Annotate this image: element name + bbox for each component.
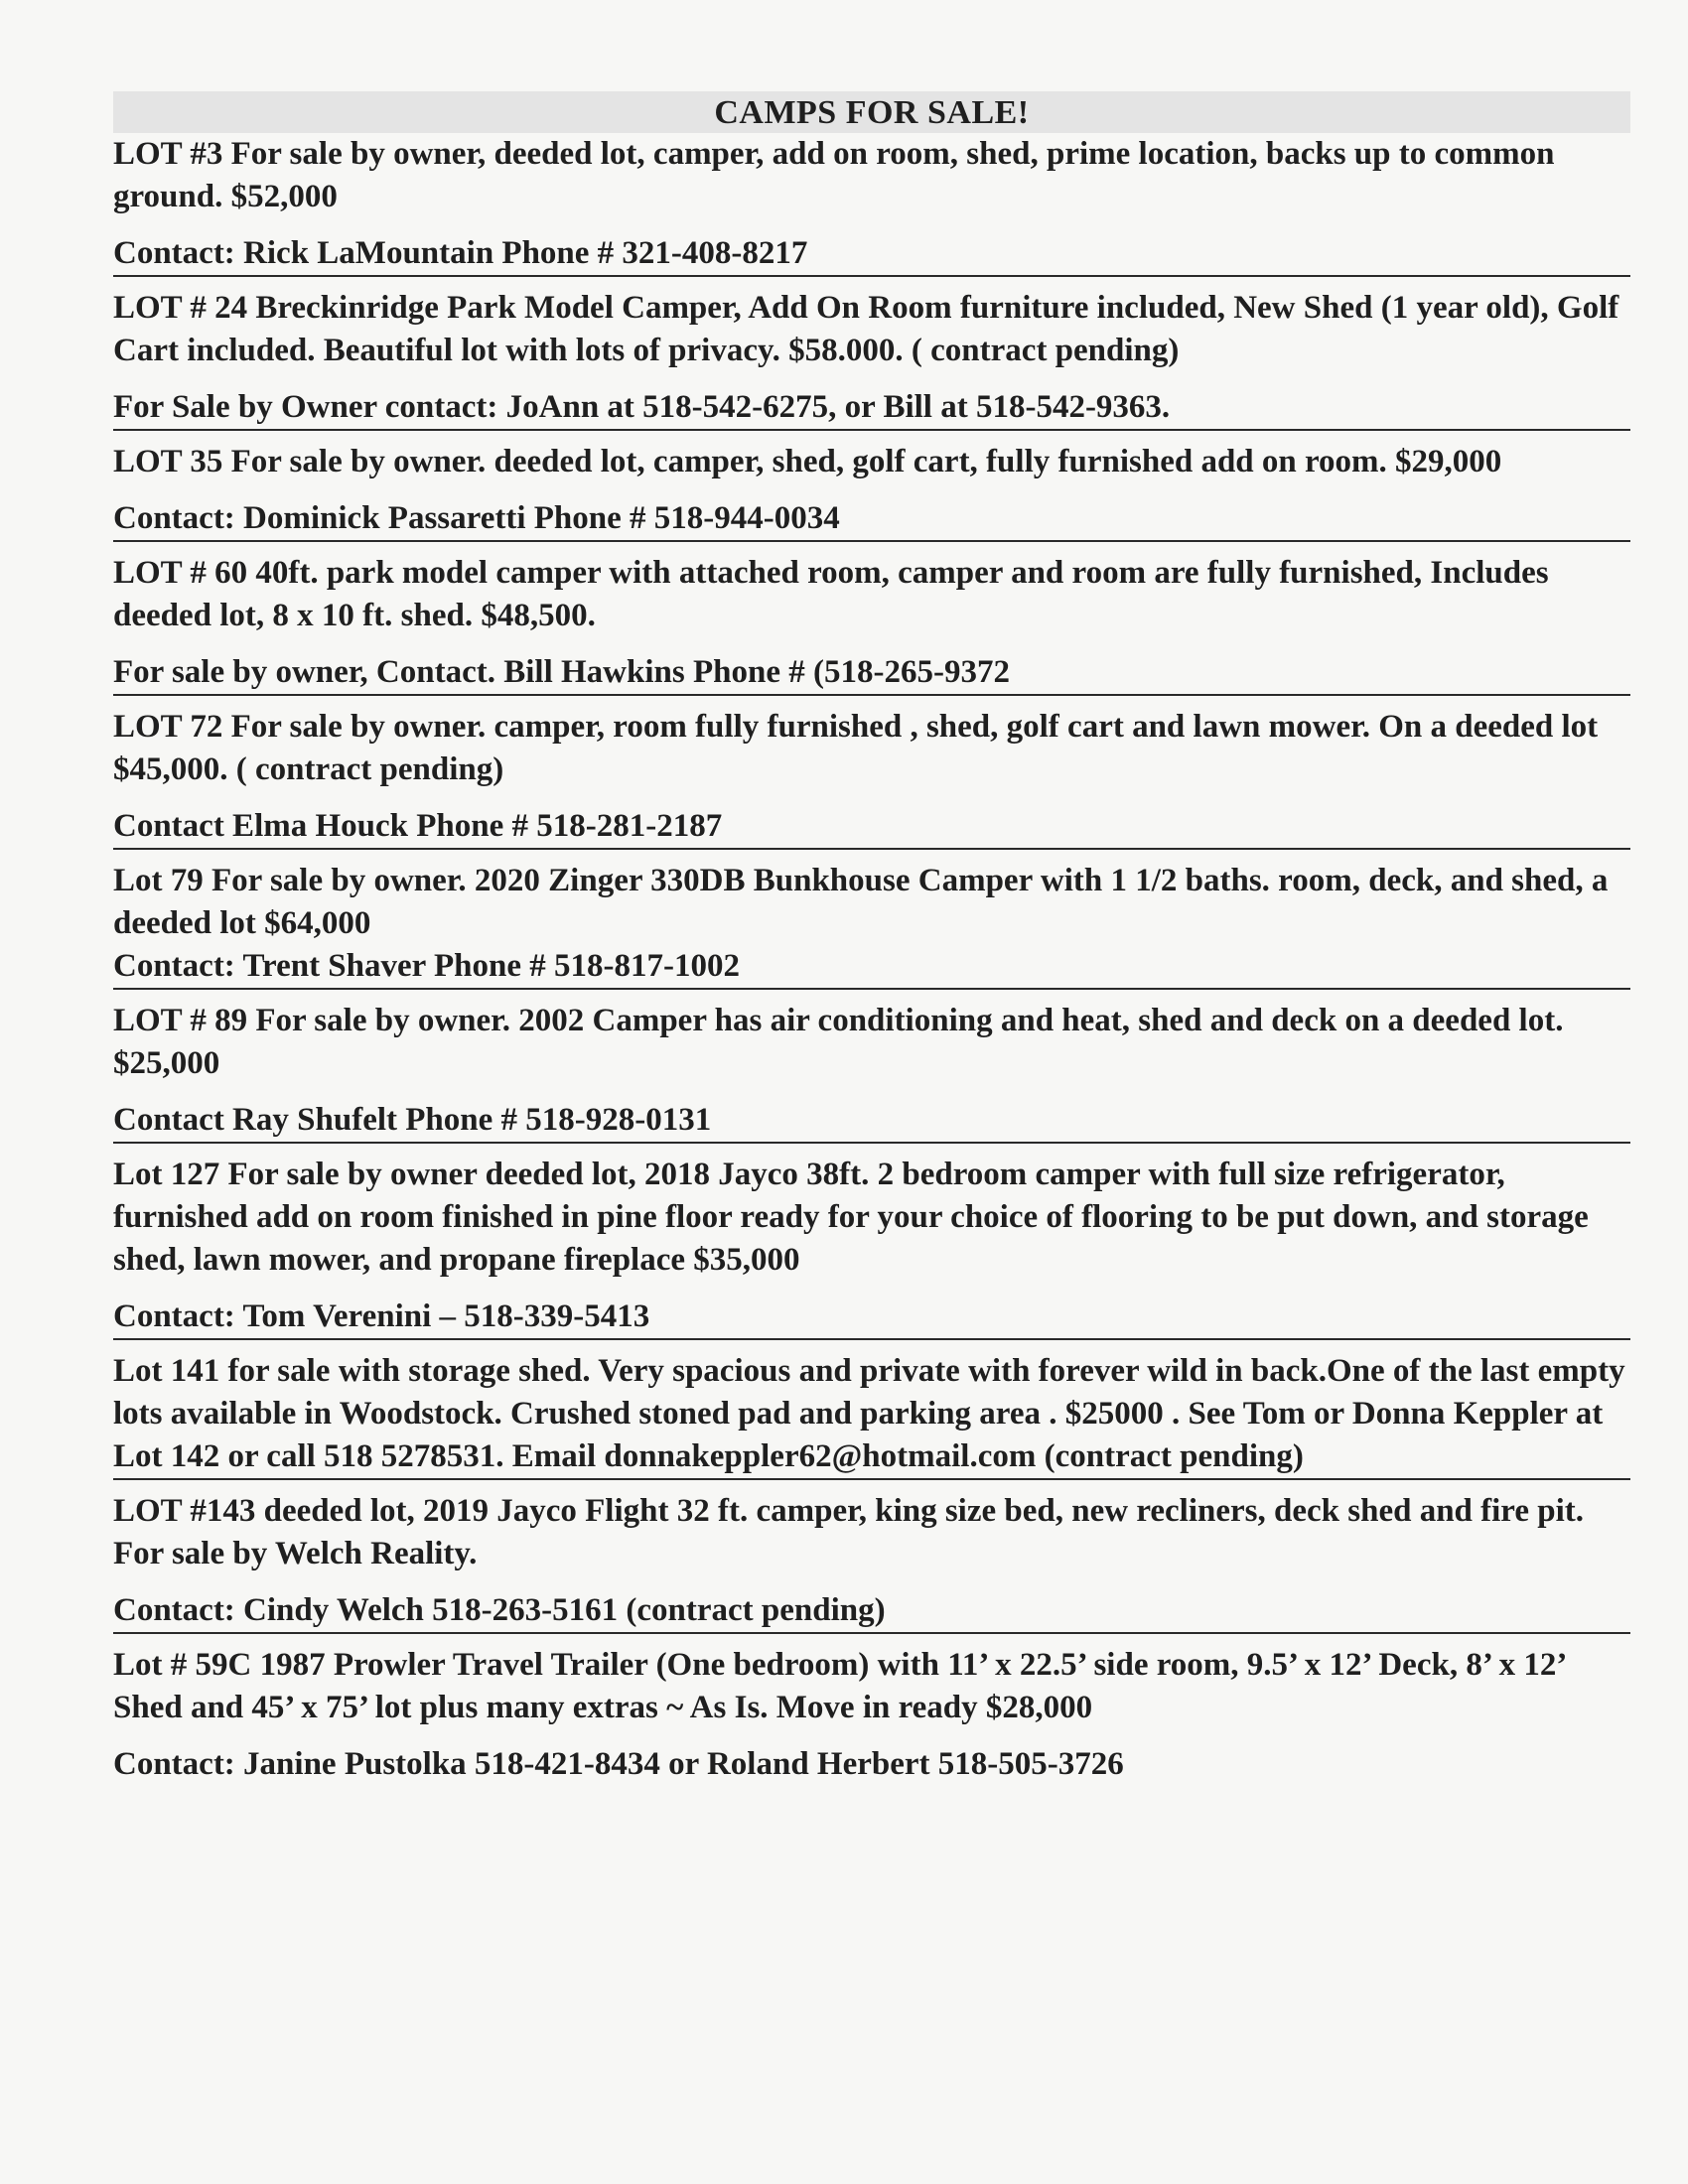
listing-lot-141 xyxy=(113,1340,1630,1480)
page-title: CAMPS FOR SALE! xyxy=(113,91,1630,133)
listing-description: Lot 79 For sale by owner. 2020 Zinger 330DB Bunkhouse Camper with 1 1/2 baths. room, deck, and shed, a deeded lot $64,000 xyxy=(113,863,1609,941)
listing-contact: Contact: Dominick Passaretti Phone # 518-944-0034 xyxy=(113,500,840,536)
listing-lot-24 xyxy=(113,277,1630,431)
listing-contact: Contact Ray Shufelt Phone # 518-928-0131 xyxy=(113,1102,712,1138)
listing-contact: For sale by owner, Contact. Bill Hawkins Phone # (518-265-9372 xyxy=(113,654,1010,690)
listing-description: LOT # 60 40ft. park model camper with attached room, camper and room are fully furnished, Includes deeded lot, 8 x 10 ft. shed. $48,500. xyxy=(113,555,1549,633)
listing-description: LOT 72 For sale by owner. camper, room fully furnished , shed, golf cart and lawn mower. On a deeded lot $45,000. ( contract pending) xyxy=(113,709,1599,787)
listing-lot-60 xyxy=(113,542,1630,696)
listing-description: LOT # 24 Breckinridge Park Model Camper, Add On Room furniture included, New Shed (1 year old), Golf Cart included. Beautiful lot with lots of privacy. $58.000. ( contract pending) xyxy=(113,290,1619,368)
listing-lot-89 xyxy=(113,990,1630,1144)
listing-description: LOT 35 For sale by owner. deeded lot, camper, shed, golf cart, fully furnished add on room. $29,000 xyxy=(113,444,1502,479)
listing-lot-79 xyxy=(113,850,1630,990)
listing-contact: Contact: Trent Shaver Phone # 518-817-1002 xyxy=(113,948,740,984)
listing-description: LOT #143 deeded lot, 2019 Jayco Flight 32 ft. camper, king size bed, new recliners, deck shed and fire pit. For sale by Welch Reality. xyxy=(113,1493,1585,1571)
listing-description: LOT #3 For sale by owner, deeded lot, camper, add on room, shed, prime location, backs up to common ground. $52,000 xyxy=(113,136,1555,214)
document-page xyxy=(113,91,1630,1786)
listing-contact: Contact: Rick LaMountain Phone # 321-408-8217 xyxy=(113,235,808,271)
listing-description: LOT # 89 For sale by owner. 2002 Camper has air conditioning and heat, shed and deck on a deeded lot. $25,000 xyxy=(113,1003,1564,1081)
listing-contact: Contact: Tom Verenini – 518-339-5413 xyxy=(113,1298,650,1334)
listing-lot-72 xyxy=(113,696,1630,850)
listing-lot-59c xyxy=(113,1634,1630,1786)
listing-description: Lot 141 for sale with storage shed. Very spacious and private with forever wild in back.One of the last empty lots available in Woodstock. Crushed stoned pad and parking area . $25000 . See Tom or Donna Keppler at Lot 142 or call 518 5278531. Email donnakeppler62@hotmail.com (contract pending) xyxy=(113,1353,1625,1474)
listing-contact: For Sale by Owner contact: JoAnn at 518-542-6275, or Bill at 518-542-9363. xyxy=(113,389,1171,425)
listing-description: Lot 127 For sale by owner deeded lot, 2018 Jayco 38ft. 2 bedroom camper with full size refrigerator, furnished add on room finished in pine floor ready for your choice of flooring to be put down, and storage shed, lawn mower, and propane fireplace $35,000 xyxy=(113,1157,1589,1278)
listing-lot-35 xyxy=(113,431,1630,542)
listing-contact: Contact: Cindy Welch 518-263-5161 (contract pending) xyxy=(113,1592,886,1628)
listing-contact: Contact Elma Houck Phone # 518-281-2187 xyxy=(113,808,723,844)
listing-contact: Contact: Janine Pustolka 518-421-8434 or Roland Herbert 518-505-3726 xyxy=(113,1746,1124,1782)
listing-lot-3 xyxy=(113,133,1630,277)
listing-lot-143 xyxy=(113,1480,1630,1634)
listing-lot-127 xyxy=(113,1144,1630,1340)
listing-description: Lot # 59C 1987 Prowler Travel Trailer (One bedroom) with 11’ x 22.5’ side room, 9.5’ x 12’ Deck, 8’ x 12’ Shed and 45’ x 75’ lot plus many extras ~ As Is. Move in ready $28,000 xyxy=(113,1647,1565,1725)
